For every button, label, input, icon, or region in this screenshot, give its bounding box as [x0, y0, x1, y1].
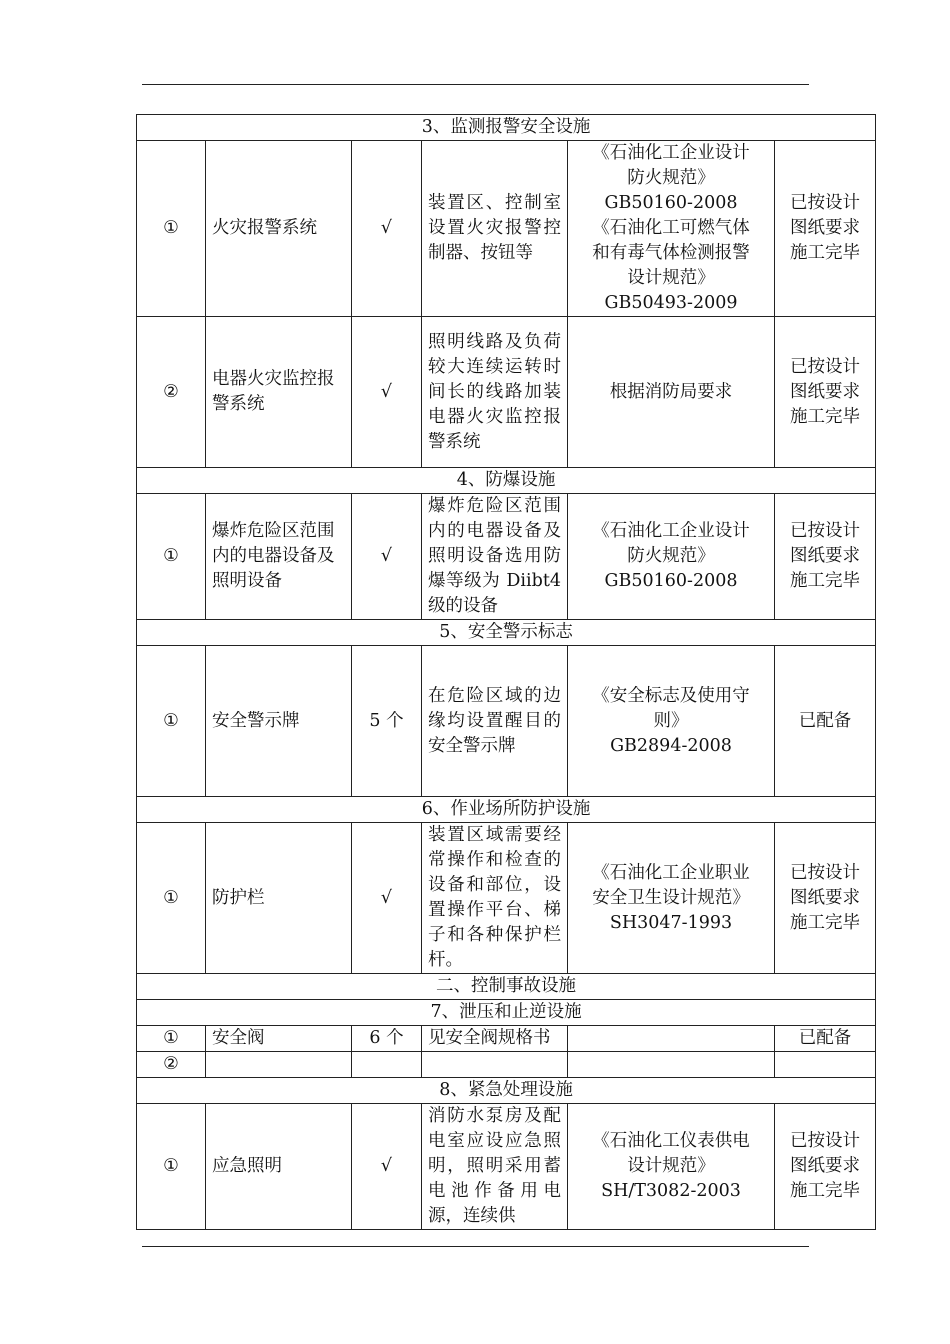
facility-name: 防护栏 — [206, 823, 352, 974]
design-basis — [568, 317, 775, 468]
status-line: 施工完毕 — [790, 1181, 861, 1201]
section-title: 3、监测报警安全设施 — [137, 115, 876, 141]
requirement-text: 爆炸危险区范围内的电器设备及照明设备选用防爆等级为 Diibt4 级的设备 — [422, 494, 568, 620]
section-header-row — [137, 620, 876, 646]
design-basis-line: 《石油化工企业设计 — [592, 143, 750, 163]
design-basis-line: GB50493-2009 — [604, 293, 738, 313]
table-row — [137, 1104, 876, 1230]
design-basis — [568, 1026, 775, 1052]
requirement-text — [422, 1052, 568, 1078]
design-basis-line: 《石油化工仪表供电 — [592, 1131, 750, 1151]
status-line: 已按设计 — [790, 1131, 861, 1151]
status-line: 施工完毕 — [790, 243, 861, 263]
status-line: 施工完毕 — [790, 406, 861, 427]
item-number: ① — [137, 823, 206, 974]
implementation-status — [775, 317, 876, 468]
design-basis-line: 《石油化工可燃气体 — [592, 218, 750, 238]
implementation-status — [775, 141, 876, 317]
safety-facilities-table — [136, 114, 876, 1230]
design-basis-line: 和有毒气体检测报警 — [592, 243, 750, 263]
requirement-text: 装置区域需要经常操作和检查的设备和部位，设置操作平台、梯子和各种保护栏杆。 — [422, 823, 568, 974]
design-basis — [568, 1104, 775, 1230]
facility-name: 电器火灾监控报警系统 — [206, 317, 352, 468]
quantity-or-check: 5 个 — [352, 646, 422, 797]
table-row — [137, 1026, 876, 1052]
header-rule — [142, 84, 809, 85]
status-line: 已按设计 — [790, 356, 861, 377]
section-title: 8、紧急处理设施 — [137, 1078, 876, 1104]
item-number: ① — [137, 141, 206, 317]
design-basis-line: 安全卫生设计规范》 — [592, 887, 750, 908]
footer-rule — [142, 1246, 809, 1247]
status-line: 已配备 — [798, 1028, 852, 1048]
table-row — [137, 494, 876, 620]
requirement-text: 装置区、控制室设置火灾报警控制器、按钮等 — [422, 141, 568, 317]
requirement-text: 见安全阀规格书 — [422, 1026, 568, 1052]
design-basis-line: 《石油化工企业职业 — [592, 862, 750, 883]
quantity-or-check — [352, 1052, 422, 1078]
status-line: 图纸要求 — [790, 1156, 861, 1176]
section-title: 二、控制事故设施 — [137, 974, 876, 1000]
section-header-row — [137, 974, 876, 1000]
requirement-text: 照明线路及负荷较大连续运转时间长的线路加装电器火灾监控报警系统 — [422, 317, 568, 468]
requirement-text: 消防水泵房及配电室应设应急照明，照明采用蓄电池作备用电源，连续供 — [422, 1104, 568, 1230]
status-line: 图纸要求 — [790, 218, 861, 238]
item-number: ① — [137, 1104, 206, 1230]
item-number: ① — [137, 646, 206, 797]
quantity-or-check: 6 个 — [352, 1026, 422, 1052]
status-line: 施工完毕 — [790, 912, 861, 933]
implementation-status — [775, 823, 876, 974]
facility-name: 安全阀 — [206, 1026, 352, 1052]
status-line: 已按设计 — [790, 862, 861, 883]
table-body — [137, 115, 876, 1230]
implementation-status — [775, 646, 876, 797]
implementation-status — [775, 1104, 876, 1230]
design-basis-line: SH/T3082-2003 — [601, 1181, 741, 1201]
item-number: ① — [137, 1026, 206, 1052]
implementation-status — [775, 494, 876, 620]
section-header-row — [137, 115, 876, 141]
section-title: 7、泄压和止逆设施 — [137, 1000, 876, 1026]
table-row — [137, 1052, 876, 1078]
design-basis — [568, 141, 775, 317]
design-basis-line: 设计规范》 — [627, 1156, 715, 1176]
requirement-text: 在危险区域的边缘均设置醒目的安全警示牌 — [422, 646, 568, 797]
item-number: ② — [137, 1052, 206, 1078]
status-line: 已按设计 — [790, 193, 861, 213]
facility-name — [206, 1052, 352, 1078]
facility-name: 安全警示牌 — [206, 646, 352, 797]
section-header-row — [137, 1000, 876, 1026]
design-basis-line: GB50160-2008 — [604, 571, 738, 591]
section-title: 4、防爆设施 — [137, 468, 876, 494]
status-line: 图纸要求 — [790, 887, 861, 908]
design-basis-line: 防火规范》 — [627, 546, 715, 566]
quantity-or-check: √ — [352, 1104, 422, 1230]
design-basis-line: GB50160-2008 — [604, 193, 738, 213]
design-basis — [568, 494, 775, 620]
table-row — [137, 141, 876, 317]
table-row — [137, 646, 876, 797]
design-basis-line: 根据消防局要求 — [609, 381, 733, 402]
item-number: ② — [137, 317, 206, 468]
status-line: 已按设计 — [790, 521, 861, 541]
status-line: 已配备 — [798, 710, 852, 731]
status-line: 图纸要求 — [790, 546, 861, 566]
implementation-status — [775, 1026, 876, 1052]
design-basis-line: 《石油化工企业设计 — [592, 521, 750, 541]
design-basis-line: SH3047-1993 — [609, 912, 733, 933]
design-basis — [568, 646, 775, 797]
quantity-or-check: √ — [352, 141, 422, 317]
table-row — [137, 317, 876, 468]
design-basis-line: 《安全标志及使用守 — [592, 685, 750, 706]
facility-name: 应急照明 — [206, 1104, 352, 1230]
section-header-row — [137, 468, 876, 494]
quantity-or-check: √ — [352, 317, 422, 468]
section-title: 5、安全警示标志 — [137, 620, 876, 646]
facility-name: 爆炸危险区范围内的电器设备及照明设备 — [206, 494, 352, 620]
implementation-status — [775, 1052, 876, 1078]
design-basis-line: 防火规范》 — [627, 168, 715, 188]
quantity-or-check: √ — [352, 823, 422, 974]
design-basis-line: GB2894-2008 — [610, 735, 732, 756]
section-header-row — [137, 797, 876, 823]
design-basis-line: 设计规范》 — [627, 268, 715, 288]
table-row — [137, 823, 876, 974]
item-number: ① — [137, 494, 206, 620]
design-basis — [568, 1052, 775, 1078]
design-basis-line: 则》 — [653, 710, 689, 731]
status-line: 图纸要求 — [790, 381, 861, 402]
design-basis — [568, 823, 775, 974]
facility-name: 火灾报警系统 — [206, 141, 352, 317]
section-header-row — [137, 1078, 876, 1104]
quantity-or-check: √ — [352, 494, 422, 620]
section-title: 6、作业场所防护设施 — [137, 797, 876, 823]
status-line: 施工完毕 — [790, 571, 861, 591]
